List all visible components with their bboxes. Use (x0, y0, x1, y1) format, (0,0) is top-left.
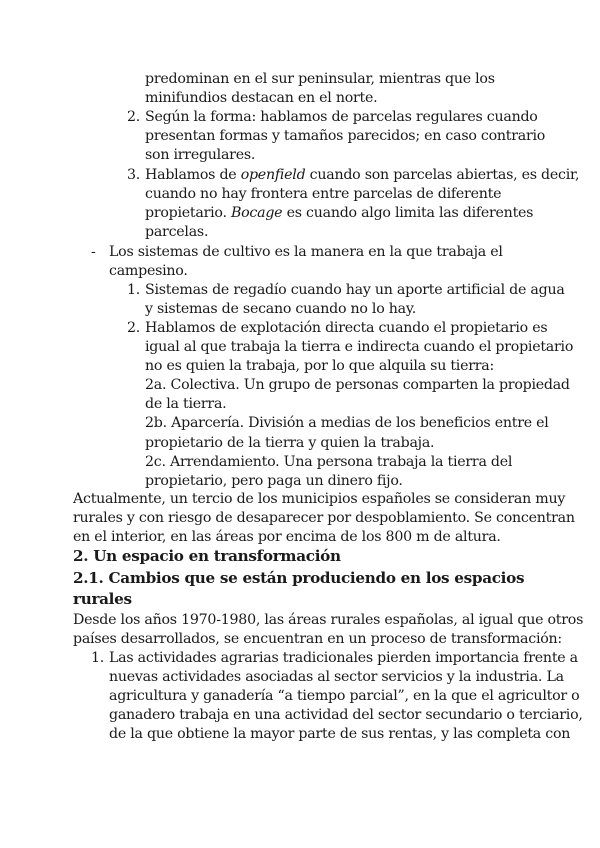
text-line: propietario de la tierra y quien la trabaja. (145, 434, 435, 451)
text-line: no es quien la trabaja, por lo que alquila su tierra: (145, 358, 495, 375)
text-line: en el interior, en las áreas por encima de los 800 m de altura. (73, 529, 501, 546)
text-line (0, 204, 600, 223)
text-line: de la que obtiene la mayor parte de sus rentas, y las completa con (109, 726, 571, 743)
text-line: Actualmente, un tercio de los municipios españoles se consideran muy (73, 491, 566, 507)
list-item-continuation (0, 70, 600, 108)
list-number: 1. (127, 282, 141, 298)
dash-bullet: - (91, 244, 96, 260)
list-item-forma (0, 108, 600, 165)
text-line: Hablamos de explotación directa cuando el propietario es (145, 320, 548, 336)
heading-text: 2.1. Cambios que se están produciendo en los espacios (73, 569, 525, 587)
list-number: 2. (127, 109, 141, 125)
text-line: rurales y con riesgo de desaparecer por despoblamiento. Se concentran (73, 510, 575, 527)
paragraph-desde (0, 611, 600, 649)
text-line: 2a. Colectiva. Un grupo de personas comparten la propiedad (145, 377, 570, 394)
text-line: cuando no hay frontera entre parcelas de diferente (145, 186, 502, 203)
list-item-actividades (0, 649, 600, 744)
text-line: Según la forma: hablamos de parcelas regulares cuando (145, 109, 538, 125)
text-line: Las actividades agrarias tradicionales pierden importancia frente a (109, 650, 578, 666)
text-line: Sistemas de regadío cuando hay un aporte artificial de agua (145, 282, 565, 298)
term-bocage: Bocage (230, 205, 283, 222)
heading-text: 2. Un espacio en transformación (73, 547, 341, 565)
text-line: campesino. (109, 263, 188, 280)
text-line: Desde los años 1970-1980, las áreas rurales españolas, al igual que otros (73, 612, 584, 628)
text-segment: propietario. (145, 205, 231, 222)
bullet-item-cultivo (0, 243, 600, 281)
text-line: predominan en el sur peninsular, mientras que los (145, 71, 495, 87)
text-line (0, 166, 600, 185)
text-line: presentan formas y tamaños parecidos; en caso contrario (145, 128, 546, 145)
list-number: 3. (127, 167, 141, 183)
list-number: 2. (127, 320, 141, 336)
text-line: minifundios destacan en el norte. (145, 90, 378, 107)
text-line: Los sistemas de cultivo es la manera en la que trabaja el (109, 244, 503, 260)
paragraph-actualmente (0, 490, 600, 547)
text-line: de la tierra. (145, 396, 227, 413)
list-item-openfield (0, 166, 600, 242)
list-item-regadio (0, 281, 600, 319)
text-segment: es cuando algo limita las diferentes (282, 205, 534, 222)
text-segment: cuando son parcelas abiertas, es decir, (305, 167, 580, 183)
text-line: son irregulares. (145, 147, 256, 164)
text-line: igual al que trabaja la tierra e indirecta cuando el propietario (145, 339, 574, 356)
subsection-heading (0, 568, 600, 610)
text-line: agricultura y ganadería “a tiempo parcial”, en la que el agricultor o (109, 688, 580, 705)
list-number: 1. (91, 650, 105, 666)
text-line: ganadero trabaja en una actividad del sector secundario o terciario, (109, 707, 583, 724)
text-line: y sistemas de secano cuando no lo hay. (145, 301, 417, 318)
text-line: países desarrollados, se encuentran en un proceso de transformación: (73, 631, 562, 648)
text-line: 2b. Aparcería. División a medias de los beneficios entre el (145, 415, 549, 432)
text-line: 2c. Arrendamiento. Una persona trabaja la tierra del (145, 453, 513, 470)
text-line: parcelas. (145, 224, 209, 241)
term-openfield: openfield (240, 167, 306, 183)
list-item-explotacion (0, 319, 600, 491)
text-segment: Hablamos de (145, 167, 241, 183)
text-line: nuevas actividades asociadas al sector servicios y la industria. La (109, 669, 564, 686)
heading-text: rurales (73, 590, 132, 608)
section-heading (0, 546, 600, 566)
text-line: propietario, pero paga un dinero fijo. (145, 472, 403, 489)
